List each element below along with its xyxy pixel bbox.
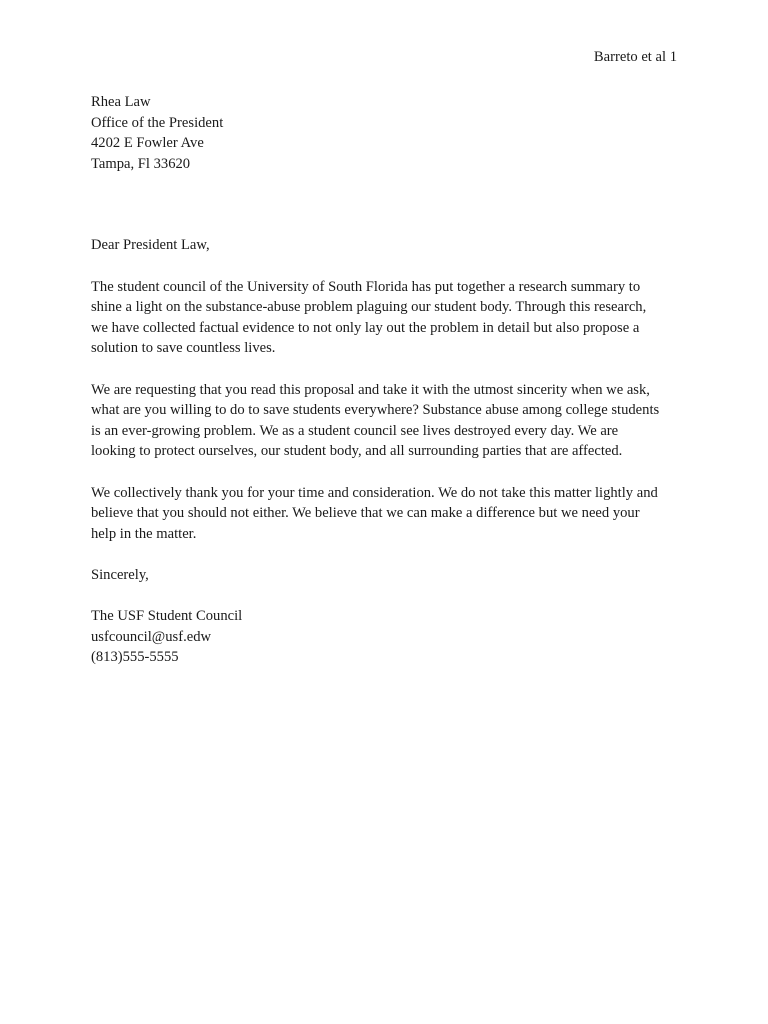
paragraph-line: help in the matter. bbox=[91, 525, 197, 542]
recipient-name: Rhea Law bbox=[91, 94, 151, 110]
signature-phone: (813)555-5555 bbox=[91, 649, 179, 666]
recipient-city: Tampa, Fl 33620 bbox=[91, 155, 191, 172]
paragraph-1 bbox=[91, 277, 681, 359]
recipient-office: Office of the President bbox=[91, 114, 224, 131]
paragraph-line: looking to protect ourselves, our student body, and all surrounding parties that are affected. bbox=[91, 443, 623, 460]
paragraph-line: believe that you should not either. We believe that we can make a difference but we need your bbox=[91, 505, 640, 522]
running-head: Barreto et al 1 bbox=[593, 49, 677, 65]
signature-email: usfcouncil@usf.edw bbox=[91, 628, 212, 645]
recipient-street: 4202 E Fowler Ave bbox=[91, 135, 204, 152]
paragraph-line: We collectively thank you for your time and consideration. We do not take this matter lightly and bbox=[91, 484, 658, 501]
paragraph-line: is an ever-growing problem. We as a student council see lives destroyed every day. We are bbox=[91, 422, 619, 439]
recipient-address bbox=[91, 92, 681, 174]
paragraph-2 bbox=[91, 380, 681, 462]
paragraph-line: We are requesting that you read this proposal and take it with the utmost sincerity when we ask, bbox=[91, 381, 650, 398]
letter-body bbox=[91, 92, 681, 668]
paragraph-line: what are you willing to do to save students everywhere? Substance abuse among college students bbox=[91, 402, 660, 419]
closing: Sincerely, bbox=[91, 566, 149, 583]
paragraph-line: The student council of the University of South Florida has put together a research summary to bbox=[91, 278, 641, 295]
signature-block bbox=[91, 606, 681, 668]
paragraph-line: solution to save countless lives. bbox=[91, 340, 276, 357]
salutation: Dear President Law, bbox=[91, 237, 210, 254]
signature-name: The USF Student Council bbox=[91, 608, 243, 625]
paragraph-line: shine a light on the substance-abuse problem plaguing our student body. Through this research, bbox=[91, 299, 647, 316]
paragraph-line: we have collected factual evidence to not only lay out the problem in detail but also propose a bbox=[91, 319, 640, 336]
paragraph-3 bbox=[91, 483, 681, 545]
